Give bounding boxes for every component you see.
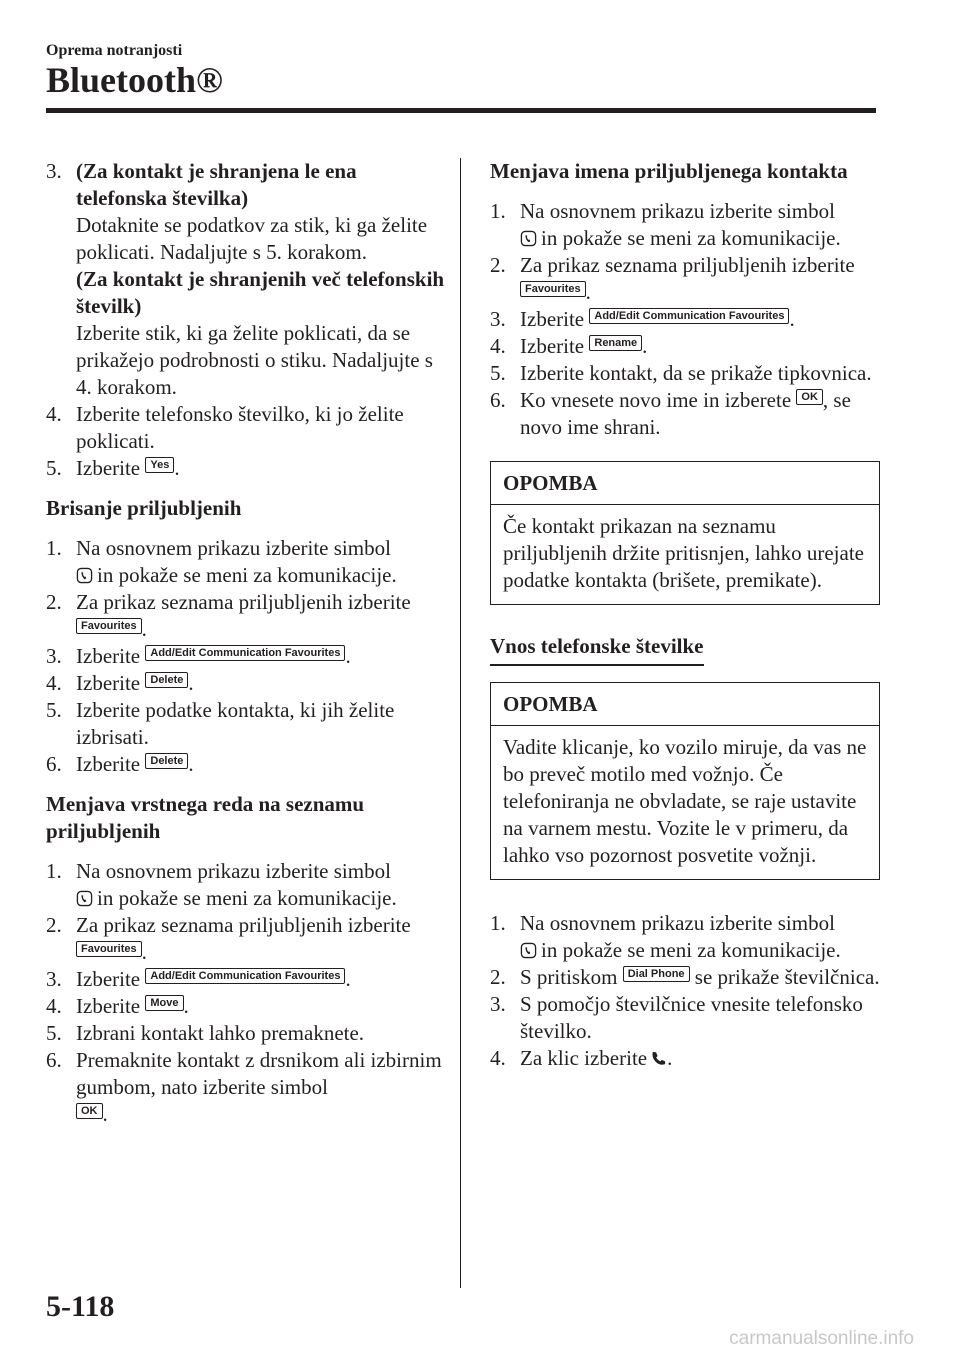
watermark: carmanualsonline.info xyxy=(729,1328,914,1349)
step-number: 3. xyxy=(490,992,506,1016)
step-text: Na osnovnem prikazu izberite simbol xyxy=(520,199,835,223)
favourites-button[interactable]: Favourites xyxy=(76,618,142,634)
step-text: Izberite xyxy=(76,752,141,776)
note-text: Vadite klicanje, ko vozilo miruje, da vas ne bo preveč motilo med vožnjo. Če telefoniranja ne obvladate, se raje ustavite na varnem mestu. Vozite le v primeru, da lahko vso pozornost posvetite vožnji. xyxy=(503,735,867,867)
step-4 xyxy=(46,401,446,455)
step-number: 5. xyxy=(46,456,62,480)
step-number: 5. xyxy=(46,698,62,722)
step-number: 3. xyxy=(46,159,62,183)
dial-phone-button[interactable]: Dial Phone xyxy=(623,966,690,982)
step-number: 3. xyxy=(490,307,506,331)
step-text: in pokaže se meni za komunikacije. xyxy=(541,226,841,250)
step-number: 3. xyxy=(46,644,62,668)
case-single-text: Dotaknite se podatkov za stik, ki ga želite poklicati. Nadaljujte s 5. korakom. xyxy=(76,213,428,264)
delete-favourites-steps: 1. Na osnovnem prikazu izberite simbol in pokaže se meni za komunikacije. 2. Za prikaz seznama priljubljenih izberite Favourites . 3. Izberite Add/Edit Communication Favourites . 4. Izberite Delete . 5. Izberite podatke kontakta, ki jih želite izbrisati. 6. Izberite Delete . xyxy=(46,535,446,778)
step-number: 2. xyxy=(490,253,506,277)
note-text: Če kontakt prikazan na seznamu priljubljenih držite pritisnjen, lahko urejate podatke kontakta (brišete, premikate). xyxy=(503,514,864,592)
step-text: Na osnovnem prikazu izberite simbol xyxy=(76,859,391,883)
step-3 xyxy=(46,158,446,401)
step-text: Na osnovnem prikazu izberite simbol xyxy=(520,911,835,935)
note-title: OPOMBA xyxy=(491,462,879,505)
case-multi-text: Izberite stik, ki ga želite poklicati, da se prikažejo podrobnosti o stiku. Nadaljujte s 4. korakom. xyxy=(76,321,433,399)
step-number: 4. xyxy=(490,334,506,358)
rename-favourite-steps: 1. Na osnovnem prikazu izberite simbol in pokaže se meni za komunikacije. 2. Za prikaz seznama priljubljenih izberite Favourites . 3. Izberite Add/Edit Communication Favourites . 4. Izberite Rename . 5. Izberite kontakt, da se prikaže tipkovnica. 6. Ko vnesete novo ime in izberete OK , se novo ime shrani. xyxy=(490,198,880,441)
step-text: Izberite xyxy=(520,334,585,358)
right-column xyxy=(490,158,880,1072)
communication-icon[interactable] xyxy=(520,942,537,959)
chapter-title: Bluetooth® xyxy=(46,60,223,100)
step-text: Izberite xyxy=(76,967,141,991)
note-title: OPOMBA xyxy=(491,683,879,726)
phone-call-icon[interactable] xyxy=(650,1050,667,1067)
step-number: 4. xyxy=(46,671,62,695)
step-text: Izberite xyxy=(76,456,141,480)
note-box xyxy=(490,682,880,880)
step-text: Za klic izberite xyxy=(520,1046,648,1070)
ok-button[interactable]: OK xyxy=(76,1103,103,1119)
step-text: Izberite kontakt, da se prikaže tipkovnica. xyxy=(520,361,872,385)
step-number: 6. xyxy=(490,388,506,412)
delete-button[interactable]: Delete xyxy=(145,672,188,688)
step-text: Izberite podatke kontakta, ki jih želite izbrisati. xyxy=(76,698,395,749)
step-text: in pokaže se meni za komunikacije. xyxy=(97,563,397,587)
step-5: 5. Izberite Yes . xyxy=(46,456,180,480)
step-number: 2. xyxy=(46,913,62,937)
rename-favourite-heading: Menjava imena priljubljenega kontakta xyxy=(490,159,848,183)
step-text: Za prikaz seznama priljubljenih izberite xyxy=(520,253,855,277)
step-text: Premaknite kontakt z drsnikom ali izbirnim gumbom, nato izberite simbol xyxy=(76,1048,442,1099)
communication-icon[interactable] xyxy=(76,567,93,584)
step-text: Izbrani kontakt lahko premaknete. xyxy=(76,1021,365,1045)
step-text: S pritiskom xyxy=(520,965,618,989)
step-number: 4. xyxy=(490,1046,506,1070)
note-box xyxy=(490,461,880,605)
communication-icon[interactable] xyxy=(76,890,93,907)
step-number: 1. xyxy=(46,859,62,883)
rename-button[interactable]: Rename xyxy=(589,335,642,351)
step-text: Ko vnesete novo ime in izberete xyxy=(520,388,792,412)
step-number: 1. xyxy=(490,199,506,223)
left-column xyxy=(46,158,446,1128)
ok-button[interactable]: OK xyxy=(796,389,823,405)
step-text: in pokaže se meni za komunikacije. xyxy=(97,886,397,910)
step-text: Izberite xyxy=(76,994,141,1018)
page-number: 5-118 xyxy=(46,1290,115,1323)
favourites-button[interactable]: Favourites xyxy=(76,941,142,957)
add-edit-favourites-button[interactable]: Add/Edit Communication Favourites xyxy=(145,968,345,984)
step-number: 3. xyxy=(46,967,62,991)
step-text: S pomočjo številčnice vnesite telefonsko številko. xyxy=(520,992,863,1043)
dial-number-heading: Vnos telefonske številke xyxy=(490,633,704,666)
delete-button[interactable]: Delete xyxy=(145,753,188,769)
step-number: 5. xyxy=(490,361,506,385)
step-text: Za prikaz seznama priljubljenih izberite xyxy=(76,913,411,937)
step-text: Izberite xyxy=(76,644,141,668)
step-number: 4. xyxy=(46,402,62,426)
move-button[interactable]: Move xyxy=(145,995,183,1011)
column-divider xyxy=(460,158,461,1288)
step-text: Na osnovnem prikazu izberite simbol xyxy=(76,536,391,560)
add-edit-favourites-button[interactable]: Add/Edit Communication Favourites xyxy=(145,645,345,661)
step-number: 1. xyxy=(490,911,506,935)
step-text: Za prikaz seznama priljubljenih izberite xyxy=(76,590,411,614)
communication-icon[interactable] xyxy=(520,230,537,247)
case-multi-number: (Za kontakt je shranjenih več telefonskih številk) xyxy=(76,267,445,318)
step-number: 2. xyxy=(46,590,62,614)
step-number: 1. xyxy=(46,536,62,560)
step-number: 6. xyxy=(46,752,62,776)
step-text: in pokaže se meni za komunikacije. xyxy=(541,938,841,962)
step-text: Izberite telefonsko številko, ki jo želite poklicati. xyxy=(76,402,404,453)
step-text: , se novo ime shrani. xyxy=(520,388,851,439)
delete-favourites-heading: Brisanje priljubljenih xyxy=(46,496,242,520)
step-text: Izberite xyxy=(520,307,585,331)
reorder-favourites-steps: 1. Na osnovnem prikazu izberite simbol in pokaže se meni za komunikacije. 2. Za prikaz seznama priljubljenih izberite Favourites . 3. Izberite Add/Edit Communication Favourites . 4. Izberite Move . 5. Izbrani kontakt lahko premaknete. 6. Premaknite kontakt z drsnikom ali izbirnim gumbom, nato izberite simbol OK . xyxy=(46,858,446,1128)
step-text: se prikaže številčnica. xyxy=(694,965,880,989)
step-number: 6. xyxy=(46,1048,62,1072)
dial-number-steps: 1. Na osnovnem prikazu izberite simbol in pokaže se meni za komunikacije. 2. S pritiskom Dial Phone se prikaže številčnica. 3. S pomočjo številčnice vnesite telefonsko številko. 4. Za klic izberite . xyxy=(490,911,880,1070)
section-label: Oprema notranjosti xyxy=(46,42,183,59)
yes-button[interactable]: Yes xyxy=(145,457,174,473)
step-number: 2. xyxy=(490,965,506,989)
step-text: Izberite xyxy=(76,671,141,695)
case-single-number: (Za kontakt je shranjena le ena telefonska številka) xyxy=(76,159,357,210)
reorder-favourites-heading: Menjava vrstnega reda na seznamu priljubljenih xyxy=(46,792,365,843)
add-edit-favourites-button[interactable]: Add/Edit Communication Favourites xyxy=(589,308,789,324)
favourites-button[interactable]: Favourites xyxy=(520,281,586,297)
step-number: 4. xyxy=(46,994,62,1018)
step-number: 5. xyxy=(46,1021,62,1045)
header-rule xyxy=(46,108,876,113)
